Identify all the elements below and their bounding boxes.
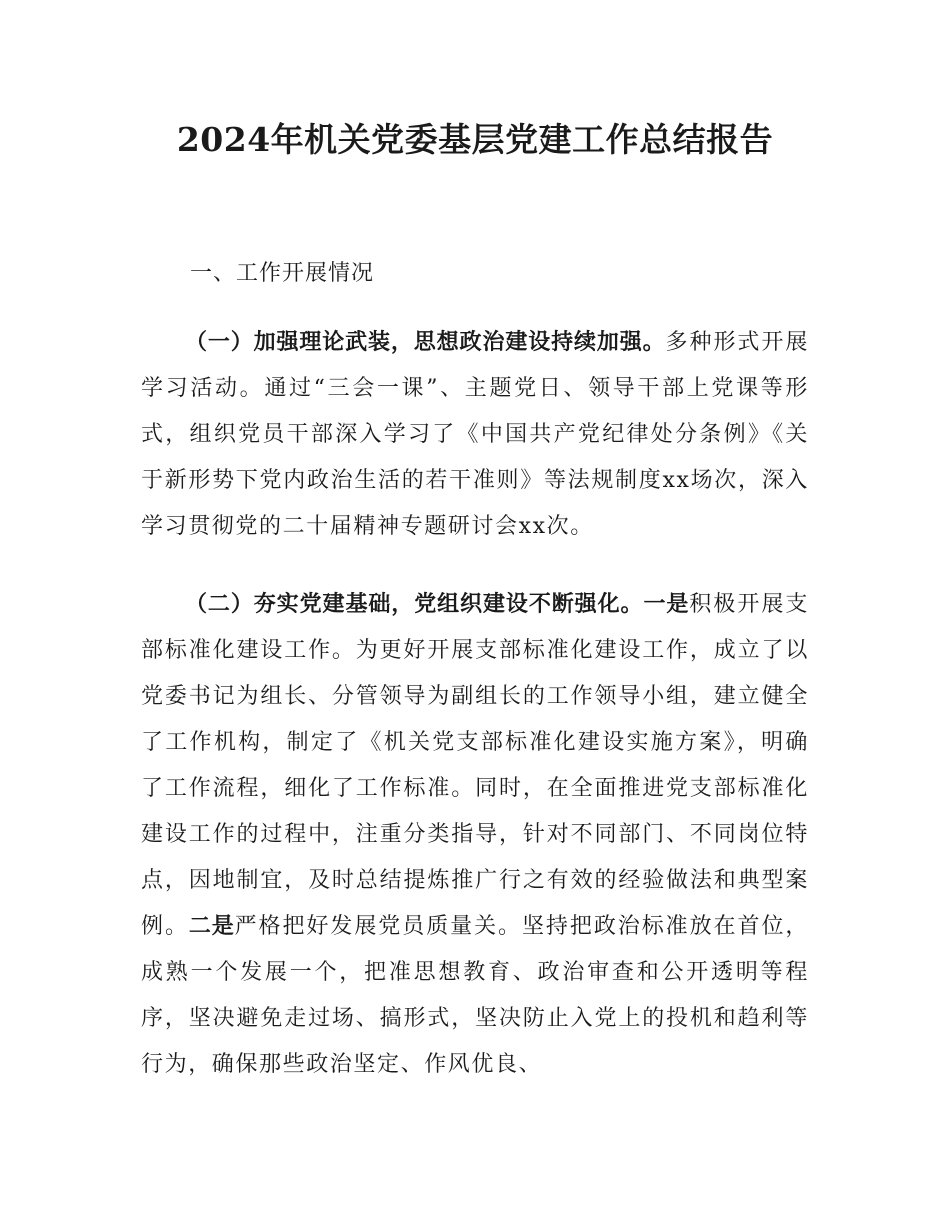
list-marker-second: 二是 bbox=[188, 914, 235, 939]
document-title: 2024年机关党委基层党建工作总结报告 bbox=[176, 120, 774, 159]
paragraph-theory-study bbox=[141, 320, 809, 550]
section-heading: 一、工作开展情况 bbox=[190, 261, 375, 286]
paragraph-body: 多种形式开展学习活动。通过“三会一课”、主题党日、领导干部上党课等形式，组织党员干部深入学习了《中国共产党纪律处分条例》《关于新形势下党内政治生活的若干准则》等法规制度xx场次，深入学习贯彻党的二十届精神专题研讨会xx次。 bbox=[141, 330, 809, 539]
paragraph-body: 积极开展支部标准化建设工作。为更好开展支部标准化建设工作，成立了以党委书记为组长、分管领导为副组长的工作领导小组，建立健全了工作机构，制定了《机关党支部标准化建设实施方案》，明确了工作流程，细化了工作标准。同时，在全面推进党支部标准化建设工作的过程中，注重分类指导，针对不同部门、不同岗位特点，因地制宜，及时总结提炼推广行之有效的经验做法和典型案例。 bbox=[141, 592, 809, 939]
paragraph-lead: （二）夯实党建基础，党组织建设不断强化。 bbox=[185, 592, 644, 617]
list-marker-first: 一是 bbox=[643, 592, 690, 617]
paragraph-body: 严格把好发展党员质量关。坚持把政治标准放在首位，成熟一个发展一个，把准思想教育、政治审查和公开透明等程序，坚决避免走过场、搞形式，坚决防止入党上的投机和趋利等行为，确保那些政治坚定、作风优良、 bbox=[141, 914, 809, 1077]
paragraph-party-building bbox=[141, 582, 809, 1088]
paragraph-lead: （一）加强理论武装，思想政治建设持续加强。 bbox=[185, 330, 666, 355]
